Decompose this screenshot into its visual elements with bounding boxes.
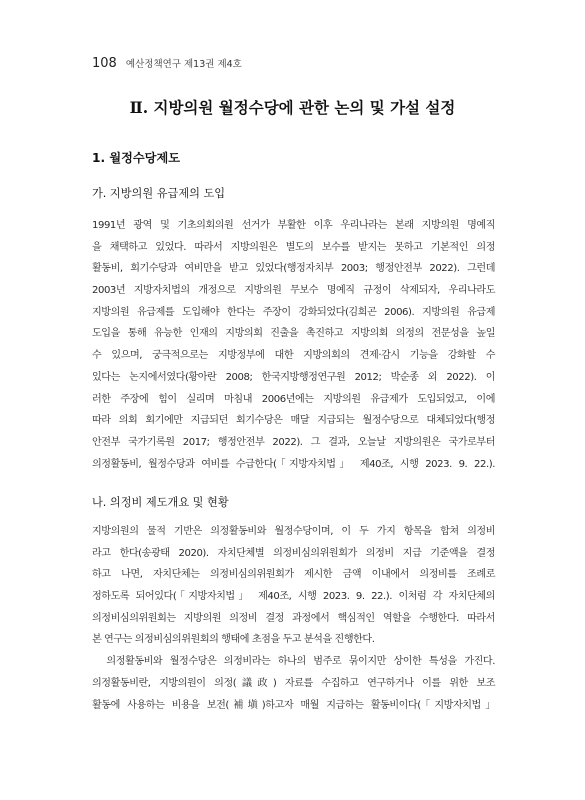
text-line: 지방의원의 물적 기반은 의정활동비와 월정수당이며, 이 두 가지 항목을 합쳐 의정비 xyxy=(92,526,495,537)
section-heading: 1. 월정수당제도 xyxy=(92,151,180,165)
text-line: 의정활동비란, 지방의원이 의정(議政) 자료를 수집하고 연구하거나 이를 위한 보조 xyxy=(92,677,495,689)
body-paragraph-a xyxy=(92,215,495,475)
text-line: 도입을 통해 유능한 인재의 지방의회 진출을 촉진하고 지방의회 의정의 전문성을 높일 xyxy=(92,328,495,340)
text-line: 본 연구는 의정비심의위원회의 행태에 초점을 두고 분석을 진행한다. xyxy=(92,634,375,646)
chapter-title: Ⅱ. 지방의원 월정수당에 관한 논의 및 가설 설정 xyxy=(129,98,456,117)
subsection-heading-a: 가. 지방의원 유급제의 도입 xyxy=(92,187,226,200)
text-line: 2003년 지방자치법의 개정으로 지방의원 무보수 명예직 규정이 삭제되자, 우리나라도 xyxy=(92,285,495,297)
text-line: 수 있으며, 궁극적으로는 지방정부에 대한 지방의회의 견제·감시 기능을 강화할 수 xyxy=(92,350,495,362)
text-line: 러한 주장에 힘이 실리며 마침내 2006년에는 지방의원 유급제가 도입되었고, 이에 xyxy=(92,393,495,405)
journal-name: 예산정책연구 제13권 제4호 xyxy=(125,59,242,70)
text-line: 하고 나면, 자치단체는 의정비심의위원회가 제시한 금액 이내에서 의정비를 조례로 xyxy=(92,569,495,581)
text-line: 안전부 국가기록원 2017; 행정안전부 2022). 그 결과, 오늘날 지방의원은 국가로부터 xyxy=(92,436,495,448)
page-number: 108 xyxy=(92,56,117,71)
text-line: 활동에 사용하는 비용을 보전(補塡)하고자 매월 지급하는 활동비이다(「지방자치법」 xyxy=(92,699,495,711)
text-line: 의정활동비, 월정수당과 여비를 수급한다(「지방자치법」 제40조, 시행 2023. 9. 22.). xyxy=(92,458,495,470)
text-line: 의정비심의위원회는 지방의원 의정비 결정 과정에서 핵심적인 역할을 수행한다. 따라서 xyxy=(92,612,495,624)
text-line: 있다는 논지에서였다(황아란 2008; 한국지방행정연구원 2012; 박순종 외 2022). 이 xyxy=(92,371,495,383)
body-paragraph-b xyxy=(92,521,495,716)
text-line: 의정활동비와 월정수당은 의정비라는 하나의 범주로 묶이지만 상이한 특성을 가진다. xyxy=(92,656,495,668)
text-line: 1991년 광역 및 기초의회의원 선거가 부활한 이후 우리나라는 본래 지방의원 명예직 xyxy=(92,220,495,231)
text-line: 활동비, 회기수당과 여비만을 받고 있었다(행정자치부 2003; 행정안전부 2022). 그런데 xyxy=(92,263,495,275)
text-line: 따라 의회 회기에만 지급되던 회기수당은 매달 지급되는 월정수당으로 대체되었다(행정 xyxy=(92,415,495,427)
text-line: 을 채택하고 있었다. 따라서 지방의원은 별도의 보수를 받지는 못하고 기본적인 의정 xyxy=(92,241,495,253)
text-line: 지방의원 유급제를 도입해야 한다는 주장이 강화되었다(김희곤 2006). 지방의원 유급제 xyxy=(92,306,495,318)
text-line: 라고 한다(송광태 2020). 자치단체별 의정비심의위원회가 의정비 지급 기준액을 결정 xyxy=(92,547,495,559)
text-line: 정하도록 되어있다(「지방자치법」 제40조, 시행 2023. 9. 22.). 이처럼 각 자치단체의 xyxy=(92,591,495,603)
subsection-heading-b: 나. 의정비 제도개요 및 현황 xyxy=(92,496,229,509)
running-head xyxy=(92,52,242,71)
